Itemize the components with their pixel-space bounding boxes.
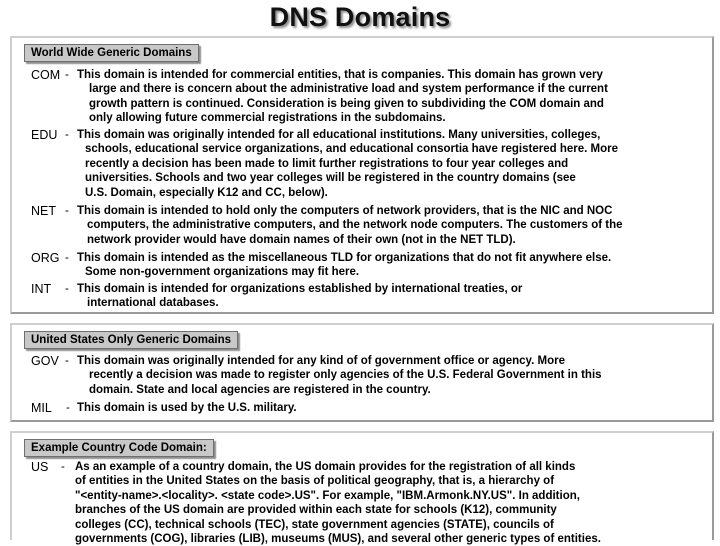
entry-line: recently a decision was made to register only agencies of the U.S. Federal Government in this <box>89 369 602 382</box>
section-world-wide-generic-domains: World Wide Generic Domains COM - This domain is intended for commercial entities, that is companies. This domain has grown very large and there is concern about the administrative load and system performance if the current growth pattern is continued. Consideration is being given to subdividing the COM domain and only allowing future commercial registrations in the subdomains. EDU - This domain was originally intended for all educational institutions. Many universities, colleges, schools, educational service organizations, and educational consortia have registered here. More recently a decision has been made to limit further registrations to four year colleges and universities. Schools and two year colleges will be registered in the country domains (see U.S. Domain, especially K12 and CC, below). NET - This domain is intended to hold only the computers of network providers, that is the NIC and NOC computers, the administrative computers, and the network node computers. The customers of the network provider would have domain names of their own (not in the NET TLD). ORG - This domain is intended as the miscellaneous TLD for organizations that do not fit anywhere else. Some non-government organizations may fit here. INT - This domain is intended for organizations established by international treaties, or international databases. <box>10 36 714 314</box>
entry-line: This domain is intended for commercial entities, that is companies. This domain has grown very <box>77 69 603 81</box>
entry-line: This domain was originally intended for any kind of of government office or agency. More <box>77 355 565 367</box>
entry-line: This domain is intended for organizations established by international treaties, or <box>77 283 523 295</box>
entry-line: large and there is concern about the administrative load and system performance if the current <box>89 83 608 96</box>
entry-line: of entities in the United States on the basis of political geography, that is, a hierarchy of <box>75 475 555 488</box>
entry-line: domain. State and local agencies are registered in the country. <box>89 383 431 396</box>
entry-line: This domain is used by the U.S. military. <box>77 402 297 414</box>
domain-code: US <box>31 460 49 474</box>
entry-line: U.S. Domain, especially K12 and CC, below). <box>85 186 328 199</box>
entry-line: branches of the US domain are provided within each state for schools (K12), community <box>75 504 557 517</box>
section-header: World Wide Generic Domains <box>24 44 199 62</box>
entry-line: This domain is intended to hold only the computers of network providers, that is the NIC and NOC <box>77 205 613 217</box>
section-example-country-code-domain: Example Country Code Domain: US - As an example of a country domain, the US domain provides for the registration of all kinds of entities in the United States on the basis of political geography, that is, a hierarchy of "<entity-name>.<locality>. <state code>.US". For example, "IBM.Armonk.NY.US". In addition, branches of the US domain are provided within each state for schools (K12), community colleges (CC), technical schools (TEC), state government agencies (STATE), councils of governments (COG), libraries (LIB), museums (MUS), and several other generic types of entities. <box>10 431 714 540</box>
entry-line: universities. Schools and two year colleges will be registered in the country domains (see <box>85 172 576 185</box>
domain-code: MIL <box>31 401 52 415</box>
entry-line: computers, the administrative computers, and the network node computers. The customers of the <box>87 219 623 232</box>
entry-line: colleges (CC), technical schools (TEC), state government agencies (STATE), councils of <box>75 518 554 531</box>
domain-code: NET <box>31 204 56 218</box>
entry-line: Some non-government organizations may fit here. <box>85 266 360 279</box>
entry-line: recently a decision has been made to limit further registrations to four year colleges and <box>85 157 569 170</box>
entry-line: network provider would have domain names of their own (not in the NET TLD). <box>87 233 516 246</box>
entry-line: growth pattern is continued. Consideration is being given to subdividing the COM domain and <box>89 97 604 110</box>
entry-line: international databases. <box>87 297 219 310</box>
entry-line: "<entity-name>.<locality>. <state code>.US". For example, "IBM.Armonk.NY.US". In addition, <box>75 489 580 502</box>
entry-line: governments (COG), libraries (LIB), museums (MUS), and several other generic types of entities. <box>75 533 601 546</box>
domain-code: INT <box>31 282 52 296</box>
domain-code: EDU <box>31 128 58 142</box>
domain-code: ORG <box>31 251 60 265</box>
entry-line: schools, educational service organizations, and educational consortia have registered here. More <box>85 143 618 156</box>
section-united-states-only-generic-domains: United States Only Generic Domains GOV - This domain was originally intended for any kind of of government office or agency. More recently a decision was made to register only agencies of the U.S. Federal Government in this domain. State and local agencies are registered in the country. MIL - This domain is used by the U.S. military. <box>10 323 714 422</box>
entry-line: This domain is intended as the miscellaneous TLD for organizations that do not fit anywhere else. <box>77 252 612 264</box>
page-title: DNS Domains <box>269 2 451 32</box>
entry-line: As an example of a country domain, the US domain provides for the registration of all kinds <box>75 461 576 473</box>
entry-line: This domain was originally intended for all educational institutions. Many universities, colleges, <box>77 129 601 141</box>
domain-code: GOV <box>31 354 59 368</box>
section-header: Example Country Code Domain: <box>24 439 214 457</box>
section-header: United States Only Generic Domains <box>24 331 238 349</box>
domain-code: COM <box>31 68 61 82</box>
entry-line: only allowing future commercial registrations in the subdomains. <box>89 112 446 125</box>
